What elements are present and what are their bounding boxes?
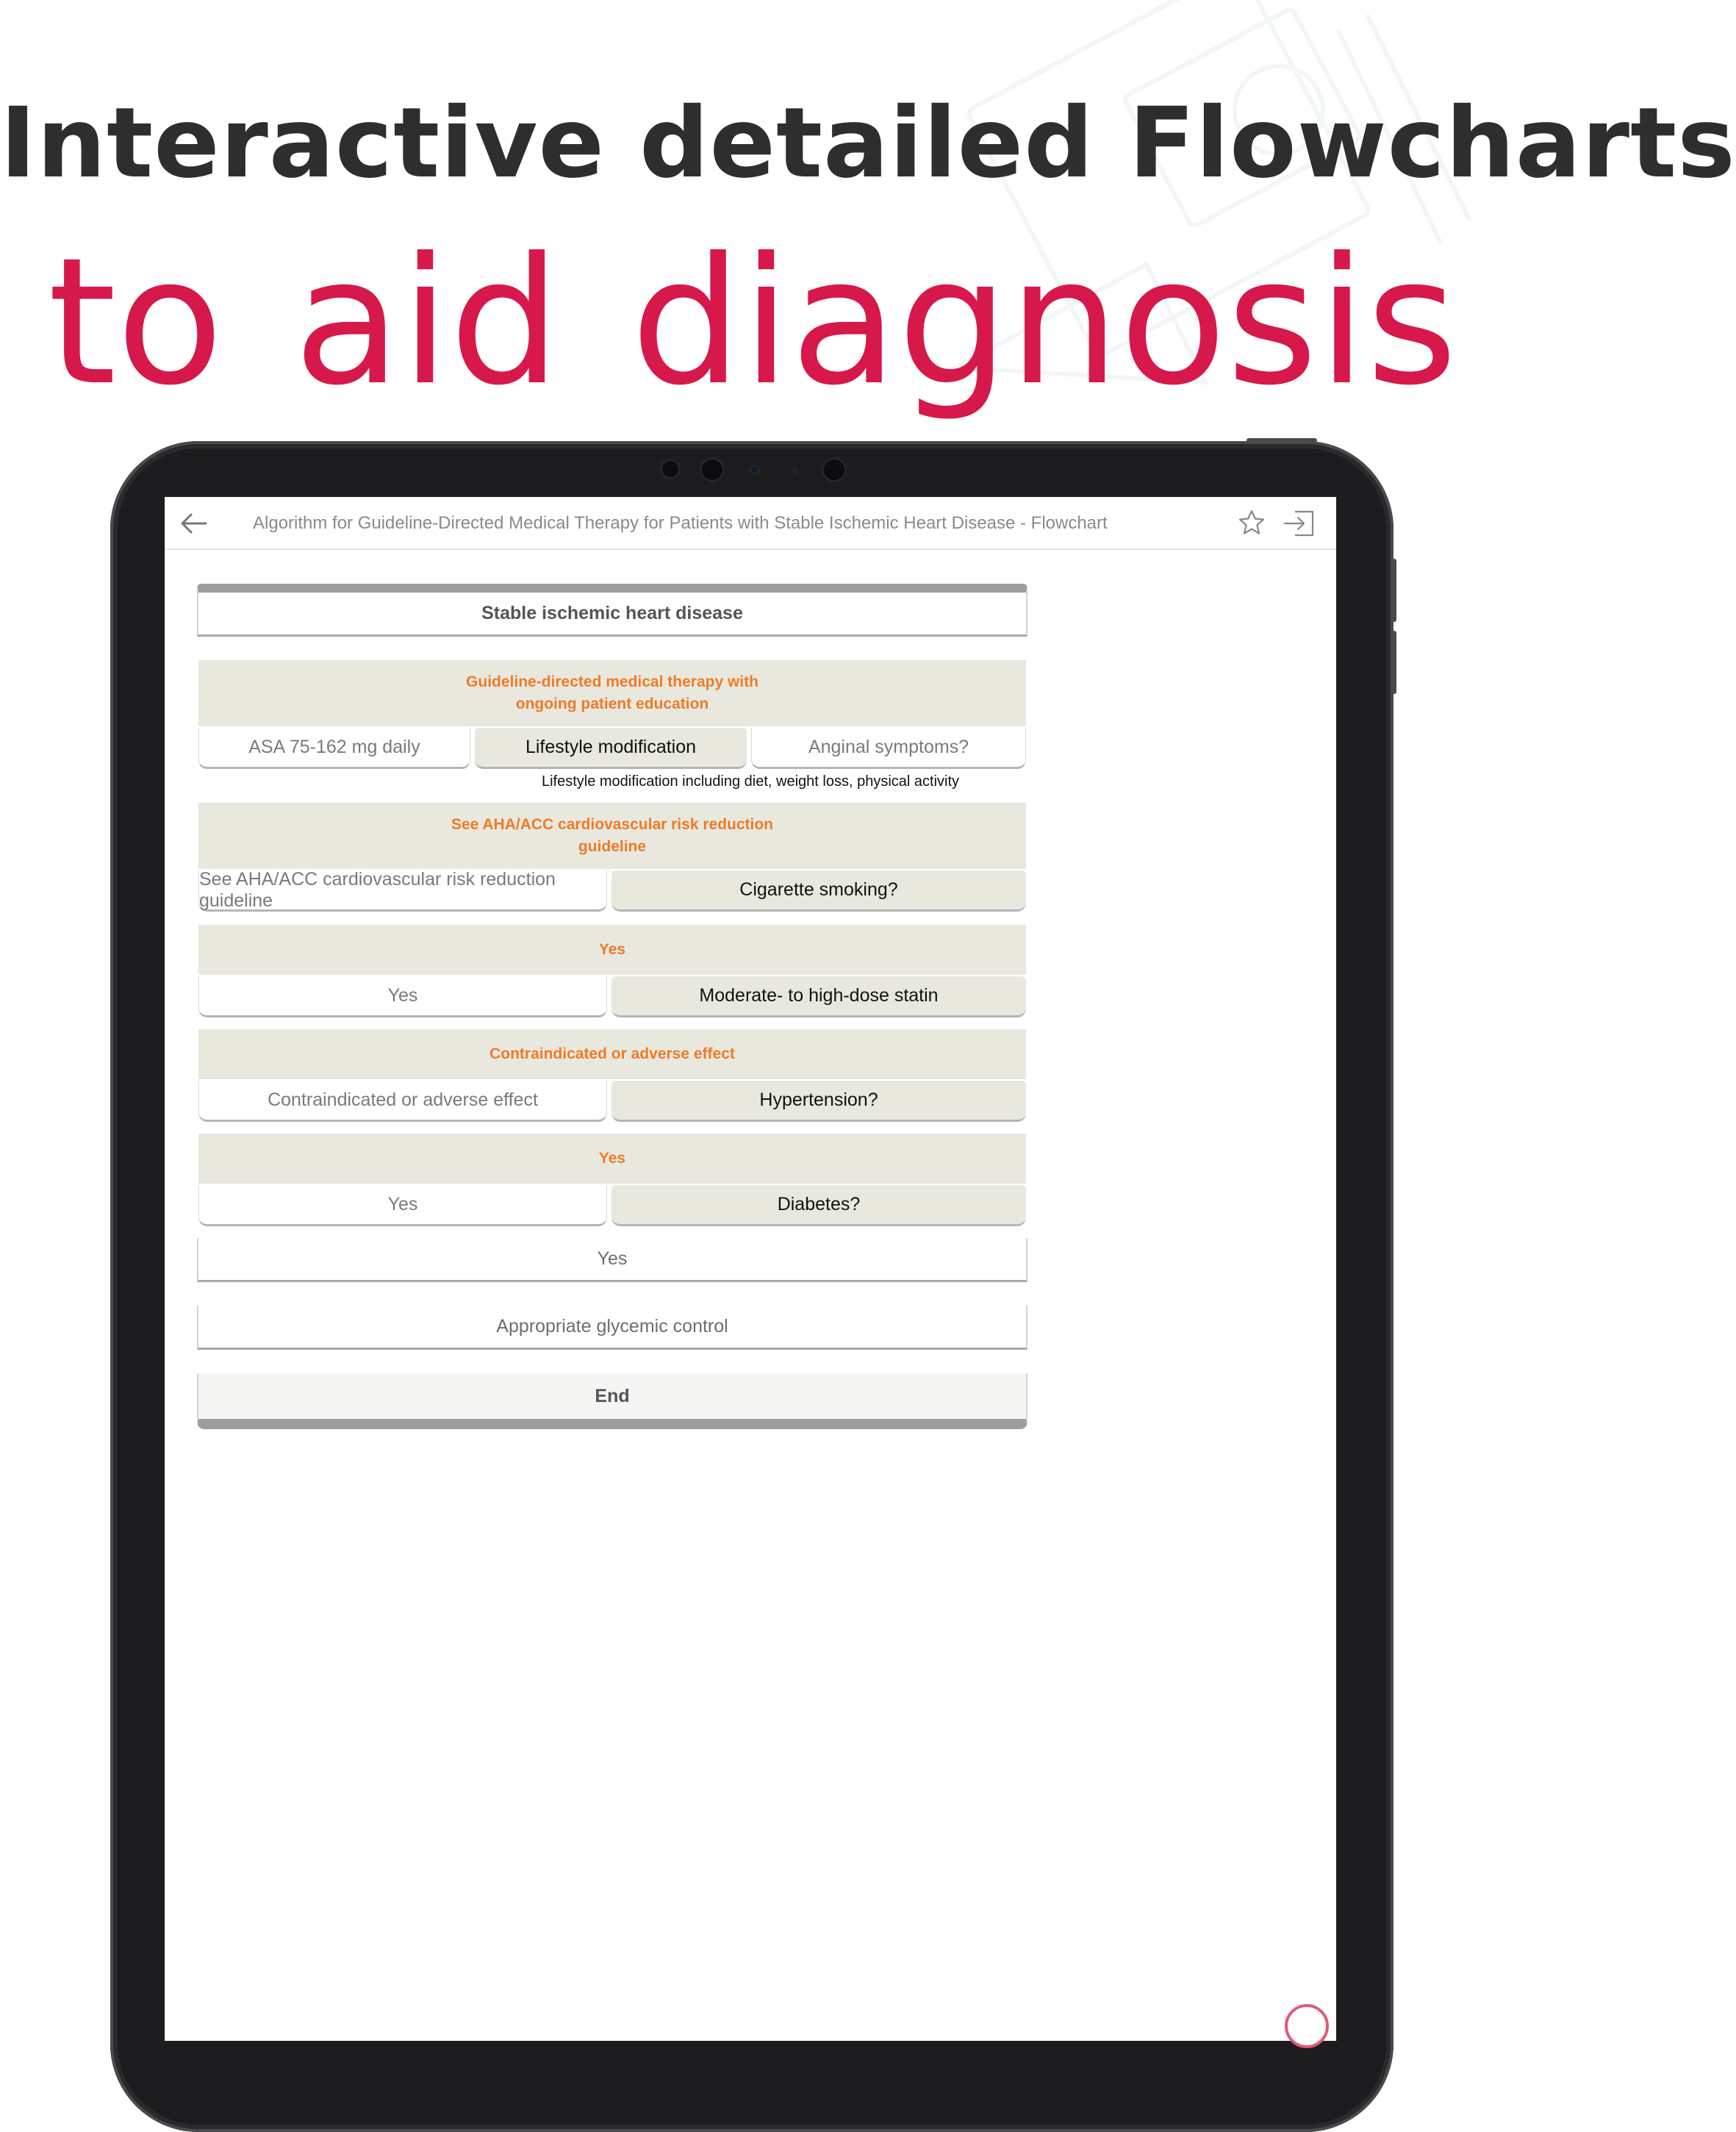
step-header-line: Yes [598,941,626,958]
option-label: Contraindicated or adverse effect [268,1090,538,1110]
back-arrow-icon[interactable] [179,512,209,535]
option-label: ASA 75-162 mg daily [248,737,420,757]
option-cigarette-smoking[interactable] [611,870,1026,912]
step-header-line: Yes [598,1150,626,1167]
start-node-label: Stable ischemic heart disease [481,603,743,623]
option-hypertension[interactable] [611,1081,1026,1122]
step-header-line: See AHA/ACC cardiovascular risk reduction [451,816,774,833]
tablet-volume-up-button [1392,559,1396,622]
option-diabetes[interactable] [611,1185,1026,1226]
headline-line-2: to aid diagnosis [48,221,1457,424]
step-header [198,925,1026,975]
step-header [198,660,1026,726]
option-statin[interactable] [611,976,1026,1017]
option-label: Anginal symptoms? [808,737,969,757]
step-header-line: Contraindicated or adverse effect [489,1045,735,1062]
tablet-top-button [1247,438,1317,443]
option-lifestyle-modification[interactable] [475,728,747,769]
flowchart-end-node [197,1373,1027,1429]
camera-icon [750,465,760,475]
flowchart-node-yes[interactable] [197,1238,1027,1282]
step-header [198,1029,1026,1079]
flowchart-node-glycemic-control[interactable] [197,1306,1027,1350]
option-see-guideline[interactable] [198,870,607,912]
option-label: Cigarette smoking? [739,879,898,900]
selection-caption: Lifestyle modification including diet, weight loss, physical activity [541,773,960,790]
option-label: Diabetes? [777,1194,861,1215]
step-header-line: guideline [578,838,647,855]
option-contraindicated[interactable] [198,1081,607,1122]
option-anginal-symptoms[interactable] [751,728,1026,769]
star-icon[interactable] [1238,509,1266,537]
option-yes[interactable] [198,976,607,1017]
option-label: See AHA/ACC cardiovascular risk reduction guideline [199,868,556,911]
tablet-volume-down-button [1392,631,1396,694]
camera-icon [700,457,725,482]
option-label: Lifestyle modification [525,737,697,757]
option-yes[interactable] [198,1185,607,1226]
camera-icon [792,468,798,473]
node-label: Appropriate glycemic control [496,1316,728,1337]
step-header-line: ongoing patient education [515,695,709,712]
page-title: Algorithm for Guideline-Directed Medical Therapy for Patients with Stable Ischemic Heart Disease - Flowchart [253,513,1108,533]
camera-icon [822,457,847,482]
help-badge-icon[interactable] [1285,2004,1329,2048]
option-label: Moderate- to high-dose statin [699,985,939,1006]
step-header-line: Guideline-directed medical therapy with [466,673,758,690]
camera-icon [660,459,681,479]
step-header [198,1134,1026,1184]
flowchart-start-node [197,584,1027,637]
option-label: Yes [387,1194,418,1215]
headline-line-1: Interactive detailed Flowcharts [0,87,1736,200]
option-asa[interactable] [198,728,470,769]
option-label: Yes [387,985,418,1006]
step-header [198,803,1026,869]
node-label: Yes [597,1248,628,1269]
navigation-bar [165,497,1336,550]
exit-icon[interactable] [1283,509,1316,538]
app-screen [165,497,1336,2041]
option-label: Hypertension? [759,1090,878,1110]
end-node-label: End [595,1385,630,1406]
